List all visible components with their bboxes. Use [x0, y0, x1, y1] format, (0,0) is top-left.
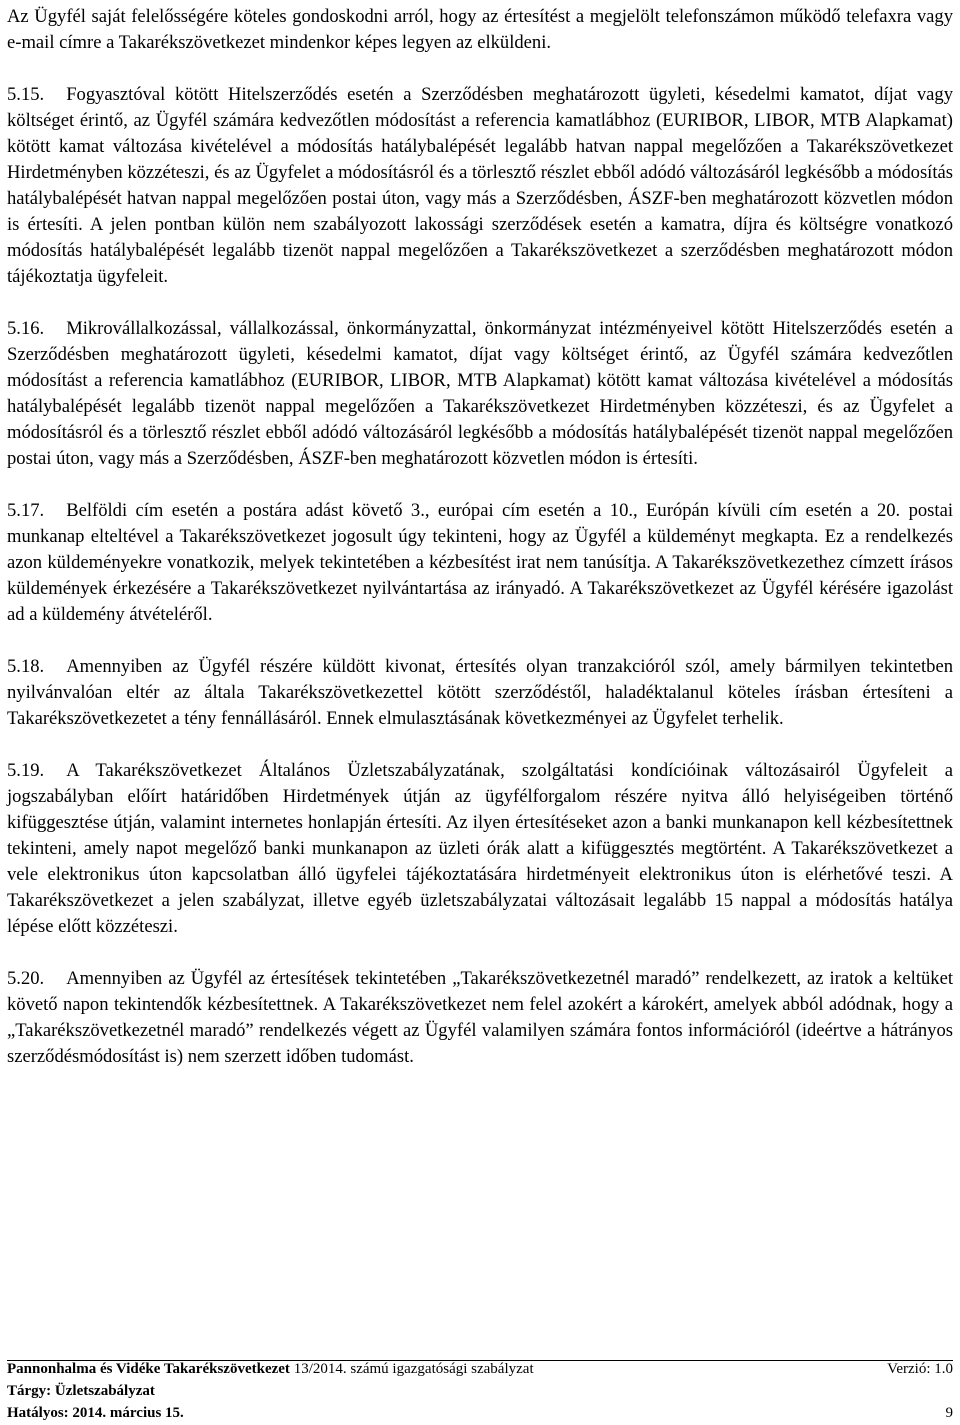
paragraph-number: 5.18. [7, 656, 45, 677]
paragraph-5-17 [7, 498, 953, 628]
paragraph-number: 5.20. [7, 968, 45, 989]
footer-divider [7, 1360, 953, 1361]
paragraph-number: 5.19. [7, 760, 45, 781]
paragraph-number: 5.17. [7, 500, 45, 521]
paragraph-number: 5.16. [7, 318, 45, 339]
paragraph-intro [7, 4, 953, 56]
paragraph-5-18 [7, 654, 953, 732]
paragraph-text: Az Ügyfél saját felelősségére köteles gondoskodni arról, hogy az értesítést a megjelölt telefonszámon működő telefaxra vagy e-mail címre a Takarékszövetkezet mindenkor képes legyen az elküldeni. [7, 6, 953, 53]
footer-row-effective [7, 1402, 953, 1424]
paragraph-text: Amennyiben az Ügyfél részére küldött kivonat, értesítés olyan tranzakcióról szól, amely bármilyen tekintetben nyilvánvalóan eltér az általa Takarékszövetkezettel kötött szerződéstől, haladéktalanul köteles írásban értesíteni a Takarékszövetkezetet a tény fennállásáról. Ennek elmulasztásának következményei az Ügyfelet terhelik. [7, 656, 953, 729]
paragraph-5-20 [7, 966, 953, 1070]
footer-effective: Hatályos: 2014. március 15. [7, 1405, 184, 1421]
footer-version: Verzió: 1.0 [887, 1361, 953, 1377]
paragraph-text: Amennyiben az Ügyfél az értesítések tekintetében „Takarékszövetkezetnél maradó” rendelkezett, az iratok a keltüket követő napon tekintendők kézbesítettnek. A Takarékszövetkezet nem felel azokért a károkért, amelyek abból adódnak, hogy a „Takarékszövetkezetnél maradó” rendelkezés végett az Ügyfél valamilyen számára fontos információról (ideértve a hátrányos szerződésmódosítást is) nem szerzett időben tudomást. [7, 968, 953, 1067]
footer-regulation: 13/2014. számú igazgatósági szabályzat [293, 1361, 534, 1377]
paragraph-number: 5.15. [7, 84, 45, 105]
footer-issuer: Pannonhalma és Vidéke Takarékszövetkezet [7, 1361, 290, 1377]
paragraph-text: Mikrovállalkozással, vállalkozással, önkormányzattal, önkormányzat intézményeivel kötött Hitelszerződés esetén a Szerződésben meghatározott ügyleti, késedelmi kamatot, díjat vagy költséget érintő, az Ügyfél számára kedvezőtlen módosítást a referencia kamatlábhoz (EURIBOR, LIBOR, MTB Alapkamat) kötött kamat változása kivételével a módosítás hatálybalépését legalább tizenöt nappal megelőzően a Takarékszövetkezet Hirdetményben közzéteszi, és az Ügyfelet a módosításról és a törlesztő részlet ebből adódó változásáról legkésőbb a módosítás hatálybalépését tizenöt nappal megelőzően postai úton, vagy más a Szerződésben, ÁSZF-ben meghatározott közvetlen módon is értesíti. [7, 318, 953, 469]
footer-row-issuer [7, 1358, 953, 1380]
paragraph-5-15 [7, 82, 953, 290]
paragraph-text: Fogyasztóval kötött Hitelszerződés esetén a Szerződésben meghatározott ügyleti, késedelmi kamatot, díjat vagy költséget érintő, az Ügyfél számára kedvezőtlen módosítást a referencia kamatlábhoz (EURIBOR, LIBOR, MTB Alapkamat) kötött kamat változása kivételével a módosítás hatálybalépését legalább hatvan nappal megelőzően a Takarékszövetkezet Hirdetményben közzéteszi, és az Ügyfelet a módosításról és a törlesztő részlet ebből adódó változásáról legkésőbb a módosítás hatálybalépését hatvan nappal megelőzően postai úton, vagy más a Szerződésben, ÁSZF-ben meghatározott közvetlen módon is értesíti. A jelen pontban külön nem szabályozott lakossági szerződések esetén a kamatra, díjra és költségre vonatkozó módosítás hatálybalépését legalább tizenöt nappal megelőzően a Takarékszövetkezet a szerződésben meghatározott módon tájékoztatja ügyfeleit. [7, 84, 953, 287]
document-body [7, 4, 953, 1070]
footer-row-subject [7, 1380, 953, 1402]
page-footer [7, 1358, 953, 1424]
paragraph-5-16 [7, 316, 953, 472]
footer-page-number: 9 [945, 1405, 953, 1421]
footer-subject: Tárgy: Üzletszabályzat [7, 1383, 155, 1399]
paragraph-text: Belföldi cím esetén a postára adást követő 3., európai cím esetén a 10., Európán kívüli cím esetén a 20. postai munkanap elteltével a Takarékszövetkezet jogosult úgy tekinteni, hogy az Ügyfél a küldeményt megkapta. Ez a rendelkezés azon küldeményekre vonatkozik, melyek tekintetében a kézbesítést irat nem tanúsítja. A Takarékszövetkezethez címzett írásos küldemények érkezésére a Takarékszövetkezet nyilvántartása az irányadó. A Takarékszövetkezet az Ügyfél kérésére igazolást ad a küldemény átvételéről. [7, 500, 953, 625]
paragraph-text: A Takarékszövetkezet Általános Üzletszabályzatának, szolgáltatási kondícióinak változásairól Ügyfeleit a jogszabályban előírt határidőben Hirdetmények útján az ügyfélforgalom részére nyitva álló helyiségeiben történő kifüggesztése útján, valamint internetes honlapján értesíti. Az ilyen értesítéseket azon a banki munkanapon kell kézbesítettnek tekinteni, amely napot megelőző banki munkanapon az üzleti órák alatt a kifüggesztés megtörtént. A Takarékszövetkezet a vele elektronikus úton kapcsolatban álló ügyfelei tájékoztatására hirdetményeit elektronikus úton is elérhetővé teszi. A Takarékszövetkezet a jelen szabályzat, illetve egyéb üzletszabályzatai változásait legalább 15 nappal a módosítás hatálya lépése előtt közzéteszi. [7, 760, 953, 937]
paragraph-5-19 [7, 758, 953, 940]
